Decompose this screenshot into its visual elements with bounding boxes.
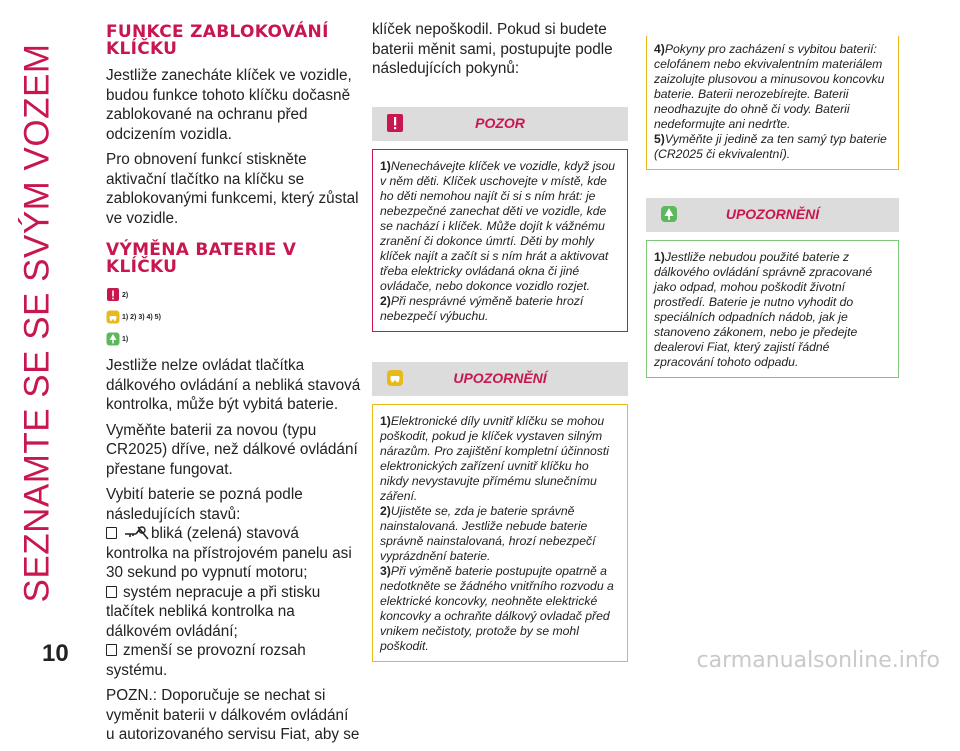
- column-2: [372, 20, 628, 662]
- environment-box-header: UPOZORNĚNÍ: [646, 198, 899, 232]
- key-warning-light-icon: [123, 524, 149, 540]
- notice-item: 1)Elektronické díly uvnitř klíčku se mohou poškodit, pokud je klíček vystaven silným nárazům. Pro zajištění kompletní účinnosti elektronických zařízení uvnitř klíčku ho nikdy nevystavujte přímému slunečnímu záření.: [380, 413, 609, 503]
- bullet-item: systém nepracuje a při stisku tlačítek nebliká kontrolka na dálkovém ovládání;: [106, 583, 321, 640]
- bullet-square-icon: [106, 644, 117, 656]
- paragraph: Vyměňte baterii za novou (typu CR2025) dříve, než dálkové ovládání přestane fungovat.: [106, 421, 358, 478]
- warning-box-header: POZOR: [372, 107, 628, 141]
- notice-ref-row: 1) 2) 3) 4) 5): [106, 306, 361, 328]
- watermark: carmanualsonline.info: [696, 648, 940, 673]
- column-3: [646, 36, 899, 378]
- notice-box-body: [372, 404, 628, 662]
- bullet-square-icon: [106, 527, 117, 539]
- reference-icons: [106, 284, 361, 350]
- environment-box-body: [646, 240, 899, 378]
- notice-box-header: UPOZORNĚNÍ: [372, 362, 628, 396]
- notice-item: 5)Vyměňte ji jedině za ten samý typ baterie (CR2025 či ekvivalentní).: [654, 132, 887, 161]
- notice-box-continued: [646, 36, 899, 170]
- heading-key-block: FUNKCE ZABLOKOVÁNÍ KLÍČKU: [106, 22, 329, 59]
- warning-icon: [106, 288, 120, 302]
- bullet-item: bliká (zelená) stavová kontrolka na přístrojovém panelu asi 30 sekund po vypnutí motoru;: [106, 525, 352, 581]
- notice-item: 2)Ujistěte se, zda je baterie správně nainstalovaná. Jestliže nebude baterie správně nainstalovaná, hrozí nebezpečí vyprázdnění baterie.: [380, 503, 596, 563]
- environment-icon: [106, 332, 120, 346]
- paragraph: Jestliže zanecháte klíček ve vozidle, budou funkce tohoto klíčku dočasně zablokované na ochranu před odcizením vozidla.: [106, 67, 352, 143]
- notice-item: 3)Při výměně baterie postupujte opatrně a nedotkněte se žádného vnitřního rozvodu a elektrické koncovky, neohněte elektrické koncovky a ochraňte dálkový ovladač před vnikem nečistoty, protože by se mohl poškodit.: [380, 563, 614, 653]
- warning-item: 1)Nenechávejte klíček ve vozidle, když jsou v něm děti. Klíček uschovejte v místě, kde ho děti nemohou najít či si s ním hrát: je nebezpečné zanechat děti ve vozidle, kde se nachází i klíček. Může dojít k vážnému zranění či dokonce úmrtí. Děti by mohly klíček najít a začít si s ním hrát a aktivovat třeba elektricky ovládaná okna či jiné ovládače, nebo dokonce vozidlo rozjet.: [380, 158, 616, 293]
- paragraph: Jestliže nelze ovládat tlačítka dálkového ovládání a nebliká stavová kontrolka, může být vybitá baterie.: [106, 357, 361, 413]
- paragraph: POZN.: Doporučuje se nechat si vyměnit baterii v dálkovém ovládání u autorizovaného servisu Fiat, aby se: [106, 687, 360, 743]
- notice-item: 4)Pokyny pro zacházení s vybitou baterií: celofánem nebo ekvivalentním materiálem zaizolujte plusovou a minusovou koncovku baterie. Baterii nerozebírejte. Baterii neodhazujte do ohně či vody. Baterii nedeformujte ani nedrťte.: [654, 42, 885, 131]
- page-number: 10: [42, 640, 69, 667]
- environment-ref-row: 1): [106, 328, 361, 350]
- heading-battery-replacement: VÝMĚNA BATERIE V KLÍČKU: [106, 240, 297, 277]
- column-1: [106, 24, 361, 751]
- environment-item: 1)Jestliže nebudou použité baterie z dálkového ovládání správně zpracované jako odpad, mohou poškodit životní prostředí. Baterie je nutno vyhodit do speciálních odpadních nádob, jak je stanoveno zákonem, nebo je předejte dealerovi Fiat, který zajistí řádné zpracování tohoto odpadu.: [654, 250, 873, 369]
- bullet-item: zmenší se provozní rozsah systému.: [106, 642, 306, 679]
- side-title: SEZNAMTE SE SE SVÝM VOZEM: [17, 43, 57, 603]
- warning-item: 2)Při nesprávné výměně baterie hrozí nebezpečí výbuchu.: [380, 293, 584, 323]
- car-notice-icon: [106, 310, 120, 324]
- warning-ref-row: 2): [106, 284, 361, 306]
- paragraph: klíček nepoškodil. Pokud si budete baterii měnit sami, postupujte podle následujících pokynů:: [372, 21, 613, 77]
- bullet-square-icon: [106, 586, 117, 598]
- warning-box-body: [372, 149, 628, 332]
- paragraph: Pro obnovení funkcí stiskněte aktivační tlačítko na klíčku se zablokovanými funkcemi, který zůstal ve vozidle.: [106, 151, 359, 227]
- paragraph: Vybití baterie se pozná podle následujících stavů:: [106, 486, 303, 523]
